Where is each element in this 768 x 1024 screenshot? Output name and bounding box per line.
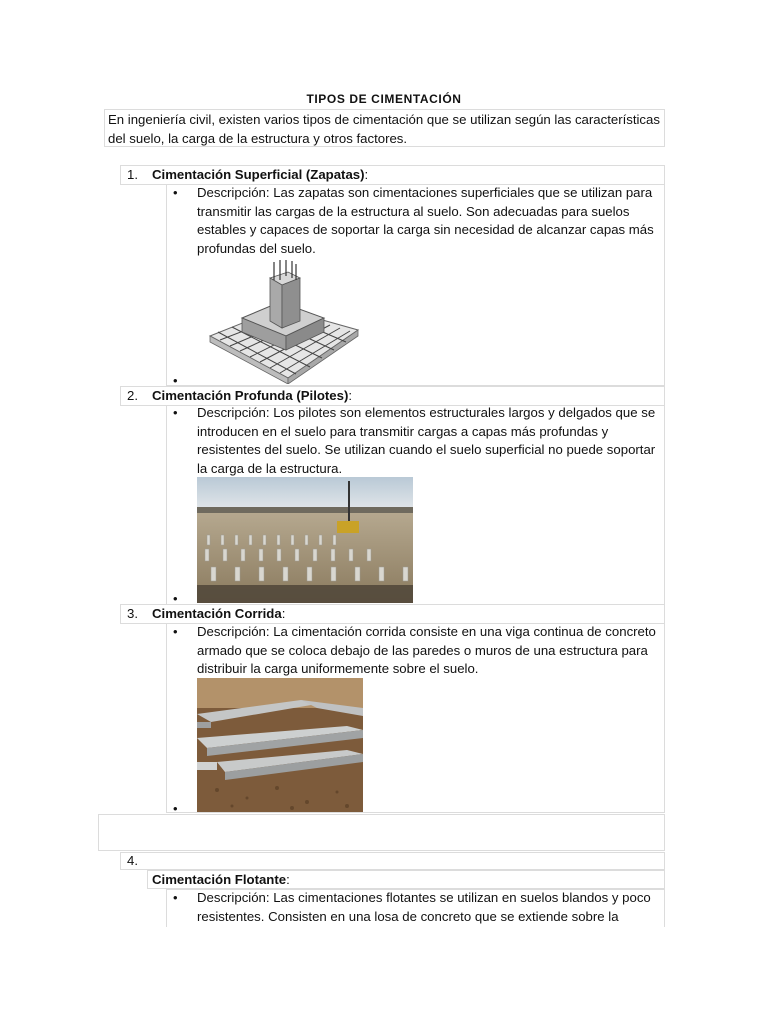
intro-paragraph: En ingeniería civil, existen varios tipos de cimentación que se utilizan según las características del suelo, la carga de la estructura y otros factores.: [104, 109, 665, 147]
section-2-description: Descripción: Los pilotes son elementos estructurales largos y delgados que se introducen en el suelo para transmitir cargas a capas más profundas y resistentes del suelo. Se utilizan cuando el suelo superficial no puede soportar la carga de la estructura.: [197, 405, 656, 476]
section-2-number: 2.: [127, 388, 138, 403]
section-4-bullet: [173, 890, 178, 905]
section-3-number: 3.: [127, 606, 138, 621]
section-4-number: 4.: [127, 853, 138, 868]
empty-block: [98, 814, 665, 851]
section-1-bullet: [173, 185, 178, 200]
section-4-number-box: [120, 852, 665, 870]
section-3-bullet: [173, 624, 178, 639]
section-3-description: Descripción: La cimentación corrida consiste en una viga continua de concreto armado que se coloca debajo de las paredes o muros de una estructura para distribuir la carga uniformemente sobre el suelo.: [197, 624, 656, 676]
section-3-heading-wrap: Cimentación Corrida:: [152, 606, 286, 621]
section-4-heading-wrap: Cimentación Flotante:: [152, 872, 290, 887]
section-1-heading: Cimentación Superficial (Zapatas): [152, 167, 365, 182]
section-2-heading-wrap: Cimentación Profunda (Pilotes):: [152, 388, 353, 403]
section-4-heading: Cimentación Flotante: [152, 872, 287, 887]
section-3-heading: Cimentación Corrida: [152, 606, 282, 621]
section-2-heading: Cimentación Profunda (Pilotes): [152, 388, 349, 403]
section-1-description: Descripción: Las zapatas son cimentaciones superficiales que se utilizan para transmitir las cargas de la estructura al suelo. Son adecuadas para suelos estables y capaces de soportar la carga sin necesidad de alcanzar capas más profundas del suelo.: [197, 185, 654, 256]
section-1-heading-wrap: Cimentación Superficial (Zapatas):: [152, 167, 369, 182]
zapata-illustration: [208, 258, 360, 384]
corrida-photo: [197, 678, 363, 812]
pilotes-photo: [197, 477, 413, 603]
section-4-description: Descripción: Las cimentaciones flotantes se utilizan en suelos blandos y poco resistentes. Consisten en una losa de concreto que se extiende sobre la: [197, 890, 651, 924]
section-1-number: 1.: [127, 167, 138, 182]
document-title: TIPOS DE CIMENTACIÓN: [306, 92, 462, 106]
section-2-bullet: [173, 405, 178, 420]
